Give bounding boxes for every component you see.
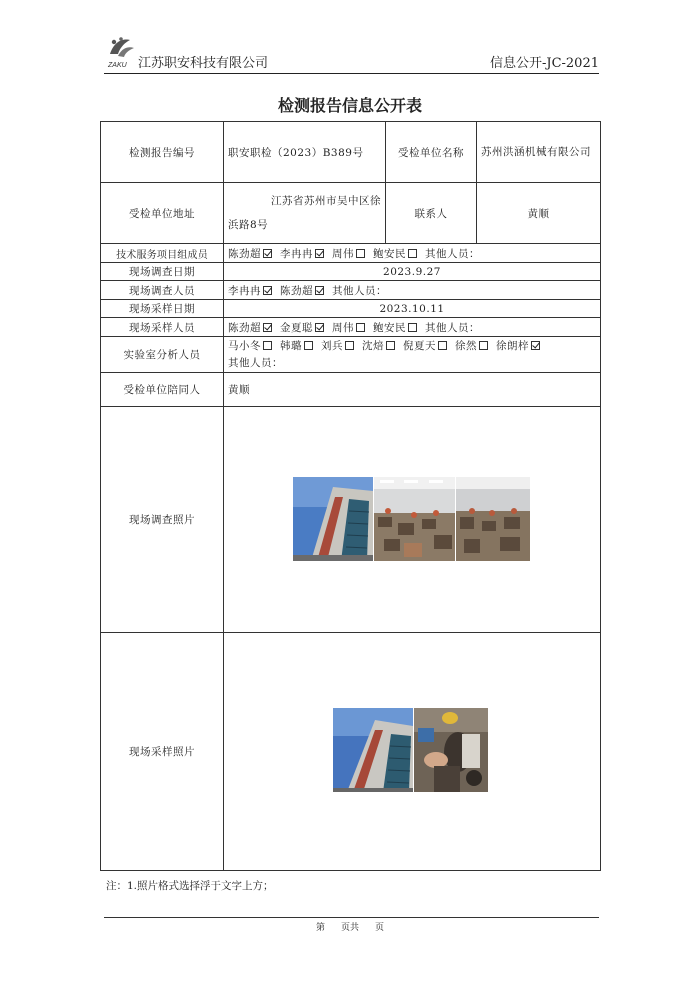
staff-name: 倪夏天 — [403, 339, 436, 352]
staff-entry — [228, 322, 274, 334]
staff-name: 徐然 — [455, 339, 477, 352]
unchecked-checkbox[interactable] — [438, 341, 447, 350]
footnote: 注：1.照片格式选择浮于文字上方； — [106, 880, 274, 892]
team-label: 技术服务项目组成员 — [101, 244, 224, 263]
pager-middle: 页共 — [340, 923, 359, 933]
table-row — [101, 318, 601, 337]
sampling-photo-label: 现场采样照片 — [101, 633, 224, 871]
staff-name: 沈焙 — [362, 339, 384, 352]
unit-name-value: 苏州洪涵机械有限公司 — [477, 122, 601, 183]
table-row — [101, 633, 601, 871]
other-staff-label: 其他人员： — [228, 356, 283, 369]
lab-label: 实验室分析人员 — [101, 337, 224, 373]
address-line-1: 江苏省苏州市吴中区徐 — [271, 195, 381, 207]
staff-name: 鲍安民 — [373, 321, 406, 334]
staff-name: 周伟 — [332, 321, 354, 334]
staff-entry — [280, 322, 326, 334]
checked-checkbox[interactable] — [315, 286, 324, 295]
checked-checkbox[interactable] — [315, 323, 324, 332]
sampling-staff-label: 现场采样人员 — [101, 318, 224, 337]
table-row — [101, 281, 601, 300]
table-row — [101, 300, 601, 318]
unchecked-checkbox[interactable] — [356, 249, 365, 258]
staff-entry — [332, 248, 367, 260]
sampling-date-value: 2023.10.11 — [224, 300, 601, 318]
staff-name: 李冉冉 — [280, 247, 313, 260]
unchecked-checkbox[interactable] — [356, 323, 365, 332]
staff-name: 韩璐 — [280, 339, 302, 352]
checked-checkbox[interactable] — [263, 323, 272, 332]
unchecked-checkbox[interactable] — [263, 341, 272, 350]
sampling-photo-worker — [414, 708, 488, 792]
address-value — [224, 183, 386, 244]
table-row — [101, 337, 601, 373]
staff-name: 周伟 — [332, 247, 354, 260]
staff-entry — [280, 285, 326, 297]
address-label: 受检单位地址 — [101, 183, 224, 244]
contact-label: 联系人 — [386, 183, 477, 244]
staff-entry — [332, 322, 367, 334]
staff-entry — [321, 340, 356, 352]
staff-name: 鲍安民 — [373, 247, 406, 260]
unchecked-checkbox[interactable] — [408, 249, 417, 258]
staff-entry — [280, 340, 315, 352]
contact-value: 黄顺 — [477, 183, 601, 244]
unchecked-checkbox[interactable] — [386, 341, 395, 350]
survey-photo-workshop-2 — [456, 477, 530, 561]
svg-text:ZAKU: ZAKU — [108, 62, 127, 69]
staff-entry — [455, 340, 490, 352]
staff-entry — [280, 248, 326, 260]
unit-name-label: 受检单位名称 — [386, 122, 477, 183]
other-staff-label: 其他人员： — [425, 247, 480, 260]
unchecked-checkbox[interactable] — [304, 341, 313, 350]
staff-entry — [373, 322, 419, 334]
report-no-label: 检测报告编号 — [101, 122, 224, 183]
footer-divider — [104, 917, 599, 918]
table-row — [101, 122, 601, 183]
unchecked-checkbox[interactable] — [479, 341, 488, 350]
pager-prefix: 第 — [315, 923, 325, 933]
survey-photo-cell — [224, 407, 601, 633]
info-table — [100, 121, 601, 871]
survey-photo-building — [293, 477, 373, 561]
staff-name: 刘兵 — [321, 339, 343, 352]
staff-entry — [228, 248, 274, 260]
staff-entry — [373, 248, 419, 260]
staff-name: 陈劲超 — [280, 284, 313, 297]
staff-entry — [496, 340, 542, 352]
staff-name: 陈劲超 — [228, 247, 261, 260]
address-line-2: 浜路8号 — [228, 219, 269, 231]
table-row — [101, 373, 601, 407]
sampling-photo-cell — [224, 633, 601, 871]
table-row — [101, 183, 601, 244]
company-name: 江苏职安科技有限公司 — [138, 56, 269, 71]
table-row — [101, 407, 601, 633]
staff-entry — [228, 285, 274, 297]
staff-entry — [228, 340, 274, 352]
other-staff-label: 其他人员： — [425, 321, 480, 334]
sampling-staff-list — [224, 318, 601, 337]
checked-checkbox[interactable] — [263, 249, 272, 258]
staff-entry — [362, 340, 397, 352]
survey-photo-label: 现场调查照片 — [101, 407, 224, 633]
staff-name: 陈劲超 — [228, 321, 261, 334]
survey-date-label: 现场调查日期 — [101, 263, 224, 281]
unchecked-checkbox[interactable] — [408, 323, 417, 332]
document-number: 信息公开-JC-2021 — [489, 56, 599, 71]
sampling-date-label: 现场采样日期 — [101, 300, 224, 318]
sampling-photo-building — [333, 708, 413, 792]
staff-name: 徐朗梓 — [496, 339, 529, 352]
table-row — [101, 244, 601, 263]
unchecked-checkbox[interactable] — [345, 341, 354, 350]
table-row — [101, 263, 601, 281]
page-title: 检测报告信息公开表 — [277, 96, 422, 115]
survey-date-value: 2023.9.27 — [224, 263, 601, 281]
report-no-value: 职安职检（2023）B389号 — [224, 122, 386, 183]
survey-staff-label: 现场调查人员 — [101, 281, 224, 300]
other-staff-label: 其他人员： — [332, 284, 387, 297]
checked-checkbox[interactable] — [531, 341, 540, 350]
escort-label: 受检单位陪同人 — [101, 373, 224, 407]
checked-checkbox[interactable] — [315, 249, 324, 258]
company-logo — [104, 34, 138, 70]
escort-value: 黄顺 — [224, 373, 601, 407]
survey-staff-list — [224, 281, 601, 300]
page-header — [104, 34, 599, 74]
lab-staff-list — [224, 337, 601, 373]
survey-photo-workshop-1 — [374, 477, 455, 561]
staff-name: 李冉冉 — [228, 284, 261, 297]
staff-entry — [403, 340, 449, 352]
staff-name: 马小冬 — [228, 339, 261, 352]
header-divider — [104, 73, 599, 74]
pager-suffix: 页 — [375, 923, 385, 933]
team-list — [224, 244, 601, 263]
staff-name: 金夏聪 — [280, 321, 313, 334]
checked-checkbox[interactable] — [263, 286, 272, 295]
page-number — [0, 920, 700, 933]
